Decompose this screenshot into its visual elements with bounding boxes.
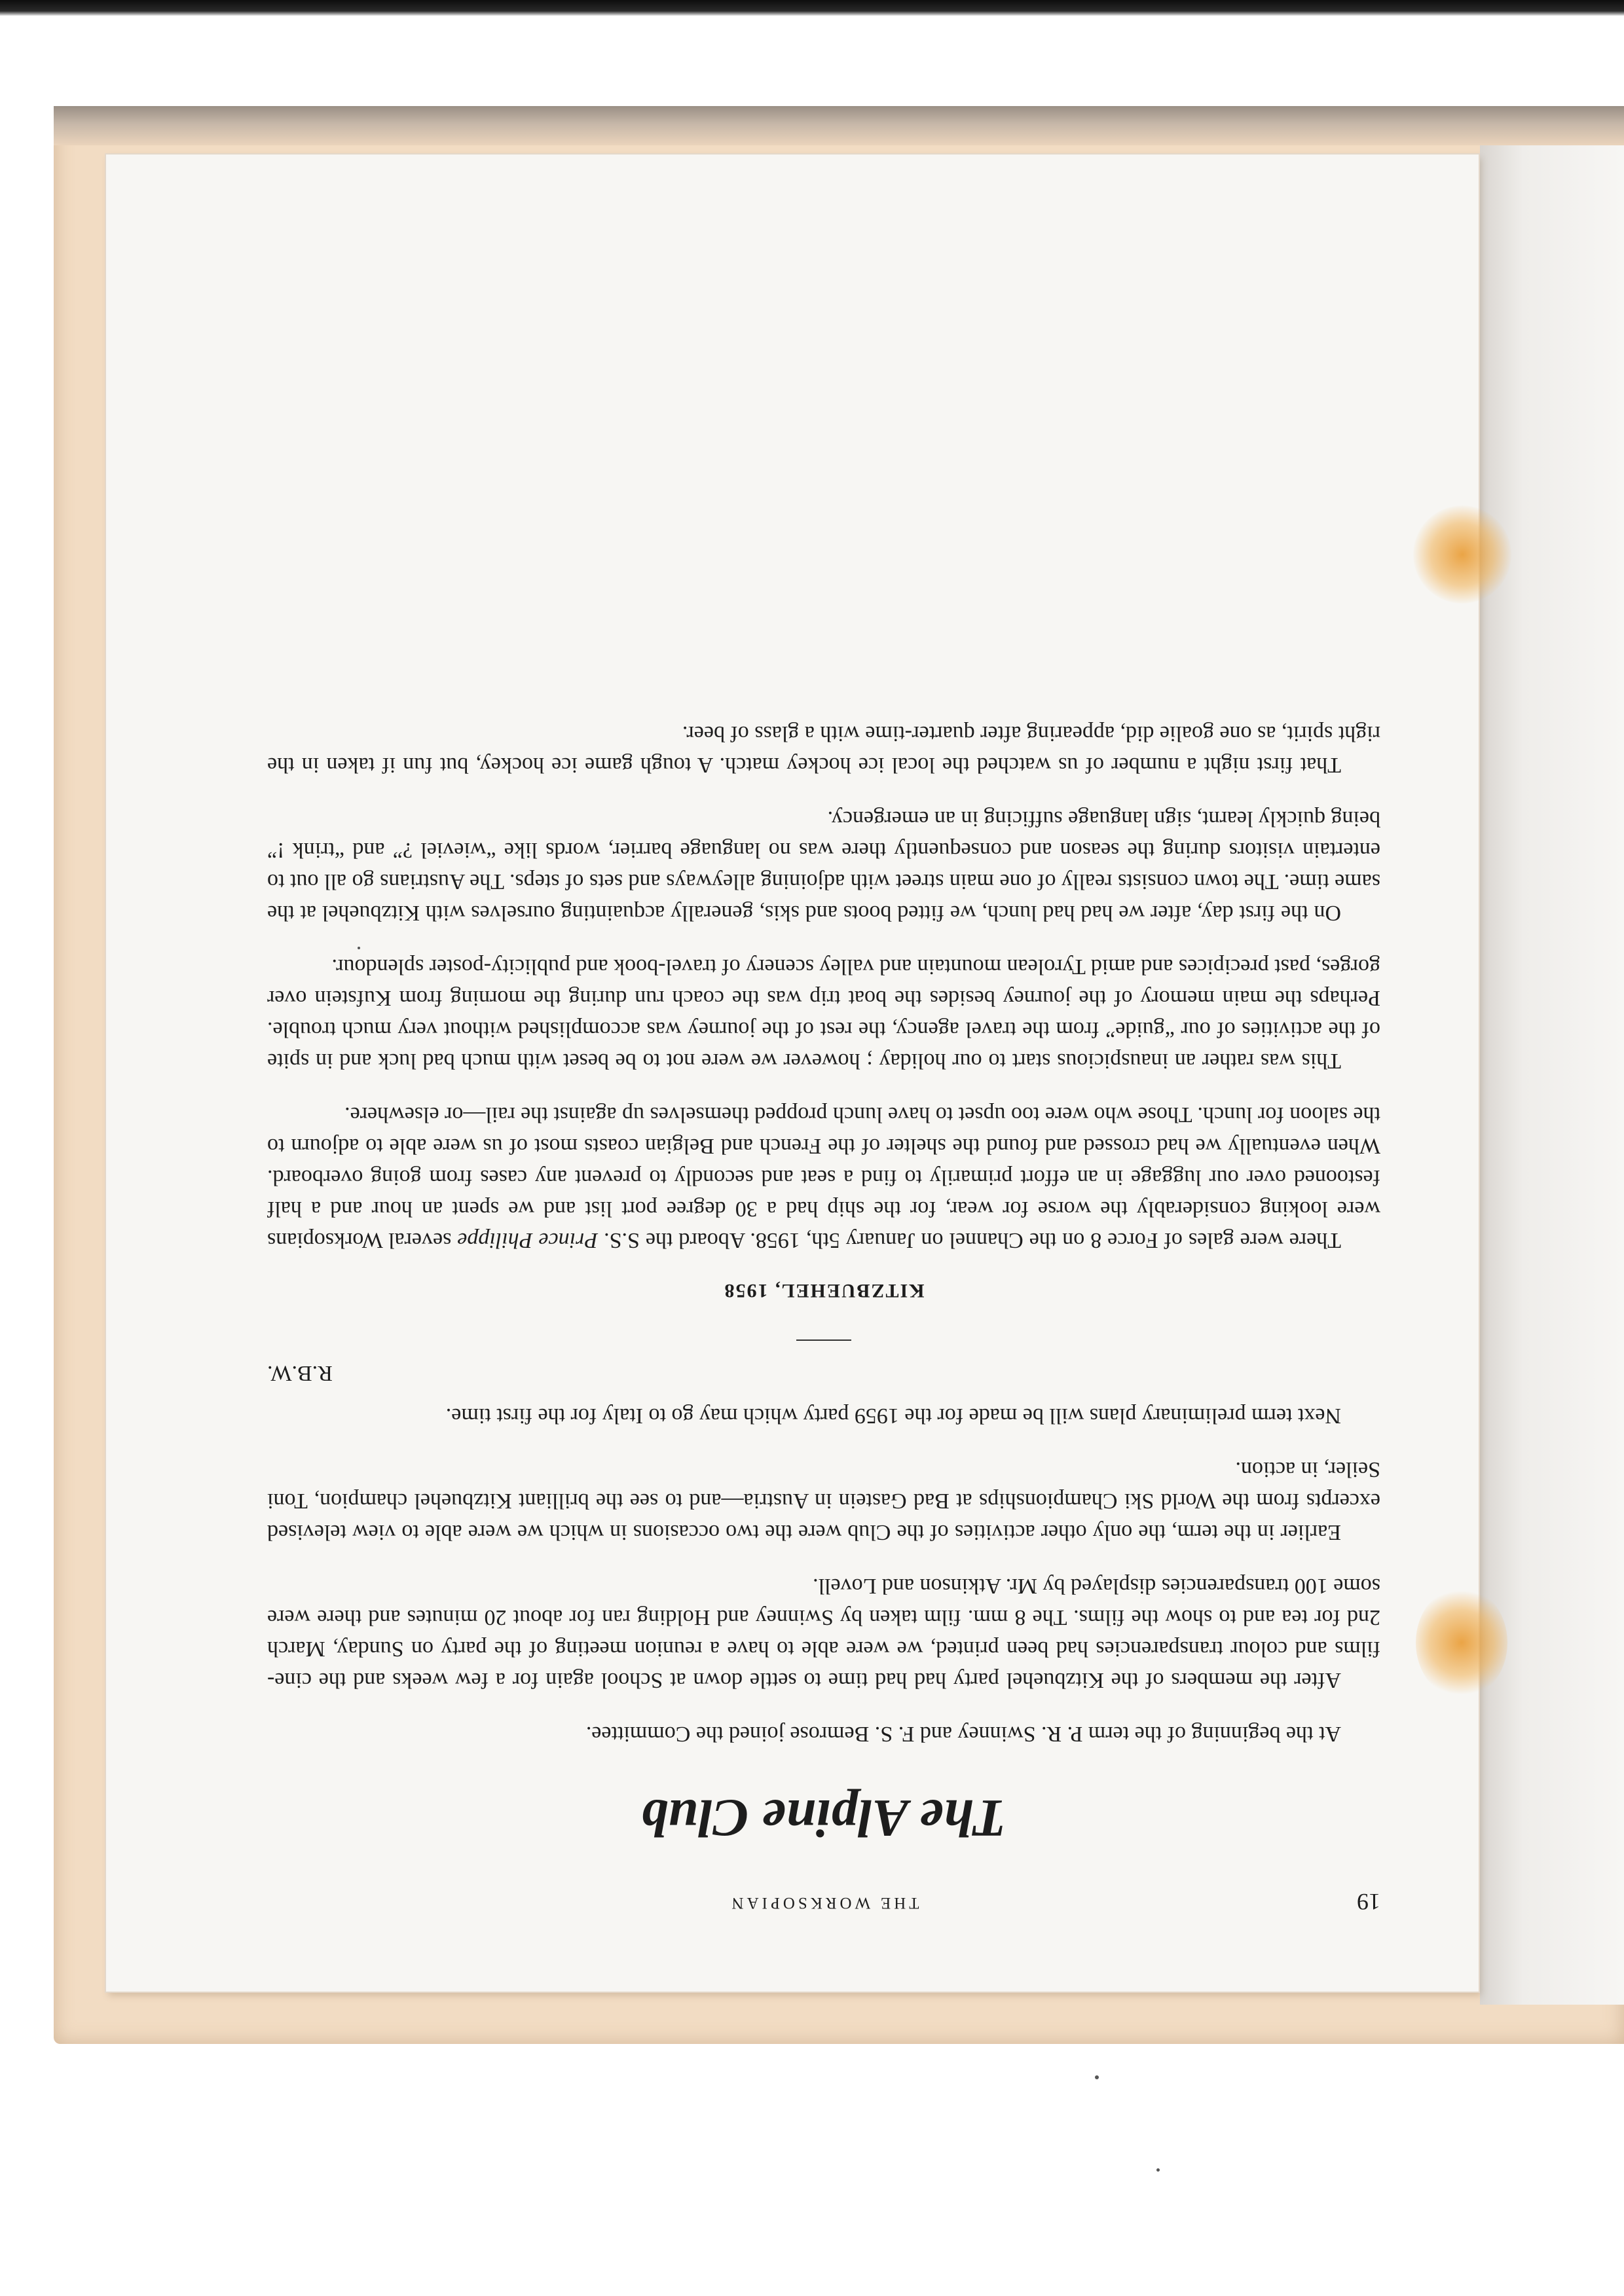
- dust-speck: [358, 947, 360, 949]
- article-title: The Alpine Club: [641, 1789, 1006, 1848]
- paragraph: That first night a number of us watched the local ice hockey match. A tough game ice hockey, but fun if taken in the right spirit, as one goalie did, appearing after quarter-time with a glass of beer.: [267, 721, 1380, 777]
- scan-edge: [0, 0, 1624, 16]
- paragraph: Earlier in the term, the only other activities of the Club were the two occasions in which we were able to view televised excerpts from the World Ski Championships at Bad Gastein in Austria—and to see the brilliant Kitzbuehel champion, Toni Seiler, in action.: [267, 1457, 1380, 1544]
- paragraph: At the beginning of the term P. R. Swinney and F. S. Bemrose joined the Committee.: [585, 1722, 1341, 1746]
- paragraph: After the members of the Kitzbuehel party had had time to settle down at School again for a few weeks and the cine-films and colour transparencies had been printed, we were able to have a reunion meeting of the party on Sunday, March 2nd for tea and to show the films. The 8 mm. film taken by Swinney and Holding ran for about 20 minutes and there were some 100 transparencies displayed by Mr. Atkinson and Lovell.: [267, 1574, 1380, 1692]
- running-head: [267, 1889, 1380, 1916]
- page-content-rotated: [106, 155, 1479, 1992]
- section-divider: [796, 1339, 851, 1341]
- dust-speck: [1156, 2168, 1160, 2172]
- author-initials: R.B.W.: [267, 1361, 333, 1385]
- page-number: 19: [1357, 1889, 1380, 1915]
- paragraph: This was rather an inauspicious start to our holiday ; however we were not to be beset with much bad luck and in spite of the activities of our “guide” from the travel agency, the rest of the journey was accomplished without very much trouble. Perhaps the main memory of the journey besides the boat trip was the coach run during the morning from Kufstein over gorges, past precipices and amid Tyrolean mountain and valley scenery of travel-book and publicity-poster splendour.: [267, 955, 1380, 1073]
- ship-name: Prince Philippe: [457, 1228, 599, 1252]
- journal-name: THE WORKSOPIAN: [728, 1894, 919, 1912]
- paragraph-text: There were gales of Force 8 on the Channel on January 5th, 1958. Aboard the S.S.: [604, 1228, 1341, 1252]
- paragraph: [267, 1099, 1380, 1256]
- paragraph: Next term preliminary plans will be made for the 1959 party which may go to Italy for the first time.: [445, 1404, 1341, 1428]
- dust-speck: [1095, 2075, 1099, 2079]
- paragraph: On the first day, after we had had lunch, we fitted boots and skis, generally acquainting ourselves with Kitzbuehel at the same time. The town consists really of one main street with adjoining alleyways and sets of steps. The Austrians go all out to entertain visitors during the season and consequently there was no language barrier, words like “wieviel ?” and “trink !” being quickly learnt, sign language sufficing in an emergency.: [267, 807, 1380, 925]
- section-heading: KITZBUEHEL, 1958: [723, 1280, 925, 1302]
- cover-shadow-band: [54, 106, 1624, 145]
- text-block: [267, 695, 1380, 1916]
- facing-page-edge: [1480, 145, 1624, 2005]
- paragraph-text: several Worksopians were looking considerably the worse for wear, for the ship had a 30 degree port list and we spent an hour and a half festooned over our luggage in an effort primarily to find a seat and secondly to prevent any cases from going overboard. When eventually we had crossed and found the shelter of the French and Belgian coasts most of us were able to adjourn to the saloon for lunch. Those who were too upset to have lunch propped themselves up against the rail—or elsewhere.: [267, 1102, 1380, 1252]
